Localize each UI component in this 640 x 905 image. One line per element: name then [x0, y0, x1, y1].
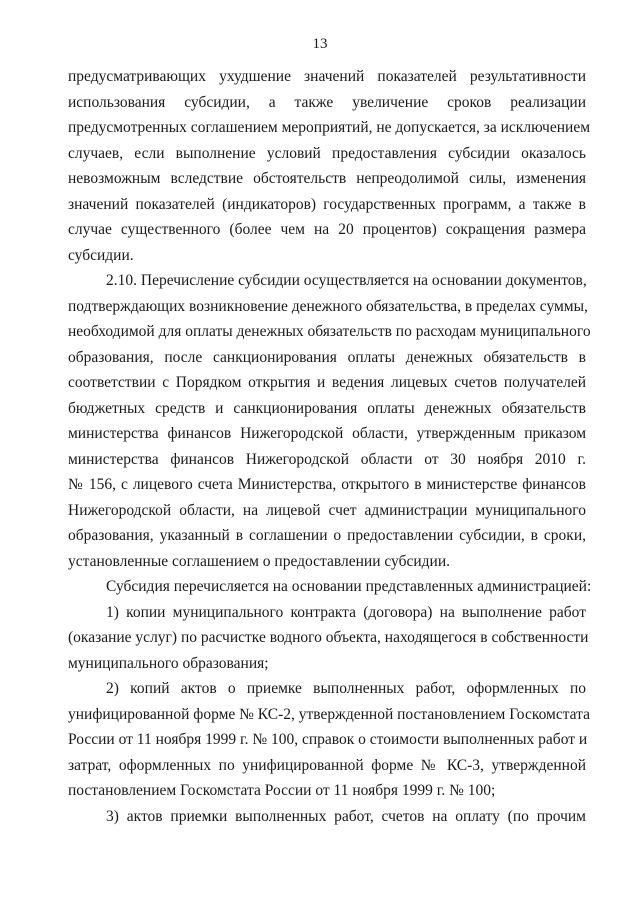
- document-body: [68, 64, 592, 829]
- text-line: предусматривающих ухудшение значений показателей результативности: [68, 68, 586, 85]
- text-line: образования, после санкционирования оплаты денежных обязательств в: [68, 348, 586, 366]
- text-line: 3) актов приемки выполненных работ, счетов на оплату (по прочим: [106, 807, 586, 825]
- text-line: унифицированной форме № КС-2, утвержденной постановлением Госкомстата: [68, 705, 590, 723]
- text-line: (оказание услуг) по расчистке водного объекта, находящегося в собственности: [68, 629, 589, 646]
- page-number: 13: [312, 36, 328, 52]
- paragraph: [68, 268, 591, 574]
- text-line: Субсидия перечисляется на основании представленных администрацией:: [106, 578, 592, 595]
- text-line: использования субсидии, а также увеличение сроков реализации: [68, 93, 586, 111]
- text-line: образования, указанный в соглашении о предоставлении субсидии, в сроки,: [68, 527, 586, 544]
- text-line: затрат, оформленных по унифицированной форме № КС-3, утвержденной: [68, 756, 586, 774]
- text-line: № 156, с лицевого счета Министерства, открытого в министерстве финансов: [68, 476, 586, 493]
- text-line: муниципального образования;: [68, 654, 269, 672]
- text-line: случае существенного (более чем на 20 процентов) сокращения размера: [68, 221, 586, 238]
- text-line: субсидии.: [68, 246, 134, 264]
- text-line: предусмотренных соглашением мероприятий, не допускается, за исключением: [68, 119, 591, 136]
- text-line: подтверждающих возникновение денежного обязательства, в пределах суммы,: [68, 297, 588, 315]
- text-line: министерства финансов Нижегородской области, утвержденным приказом: [68, 425, 586, 442]
- text-line: 2) копий актов о приемке выполненных работ, оформленных по: [106, 680, 586, 697]
- paragraph: [68, 574, 592, 600]
- paragraph: [68, 804, 586, 830]
- text-line: значений показателей (индикаторов) государственных программ, а также в: [68, 195, 586, 213]
- text-line: соответствии с Порядком открытия и ведения лицевых счетов получателей: [68, 374, 586, 391]
- paragraph: [68, 600, 589, 677]
- text-line: бюджетных средств и санкционирования оплаты денежных обязательств: [68, 399, 586, 417]
- text-line: постановлением Госкомстата России от 11 ноября 1999 г. № 100;: [68, 782, 496, 799]
- text-line: министерства финансов Нижегородской области от 30 ноября 2010 г.: [68, 450, 586, 468]
- paragraph: [68, 64, 591, 268]
- text-line: невозможным вследствие обстоятельств непреодолимой силы, изменения: [68, 170, 586, 187]
- paragraph: [68, 676, 590, 804]
- text-line: России от 11 ноября 1999 г. № 100, справок о стоимости выполненных работ и: [68, 731, 588, 748]
- text-line: случаев, если выполнение условий предоставления субсидии оказалось: [68, 144, 586, 162]
- text-line: 1) копии муниципального контракта (договора) на выполнение работ: [106, 603, 586, 621]
- text-line: Нижегородской области, на лицевой счет администрации муниципального: [68, 501, 586, 519]
- text-line: установленные соглашением о предоставлении субсидии.: [68, 552, 450, 570]
- text-line: необходимой для оплаты денежных обязательств по расходам муниципального: [68, 323, 591, 340]
- text-line: 2.10. Перечисление субсидии осуществляется на основании документов,: [106, 272, 587, 289]
